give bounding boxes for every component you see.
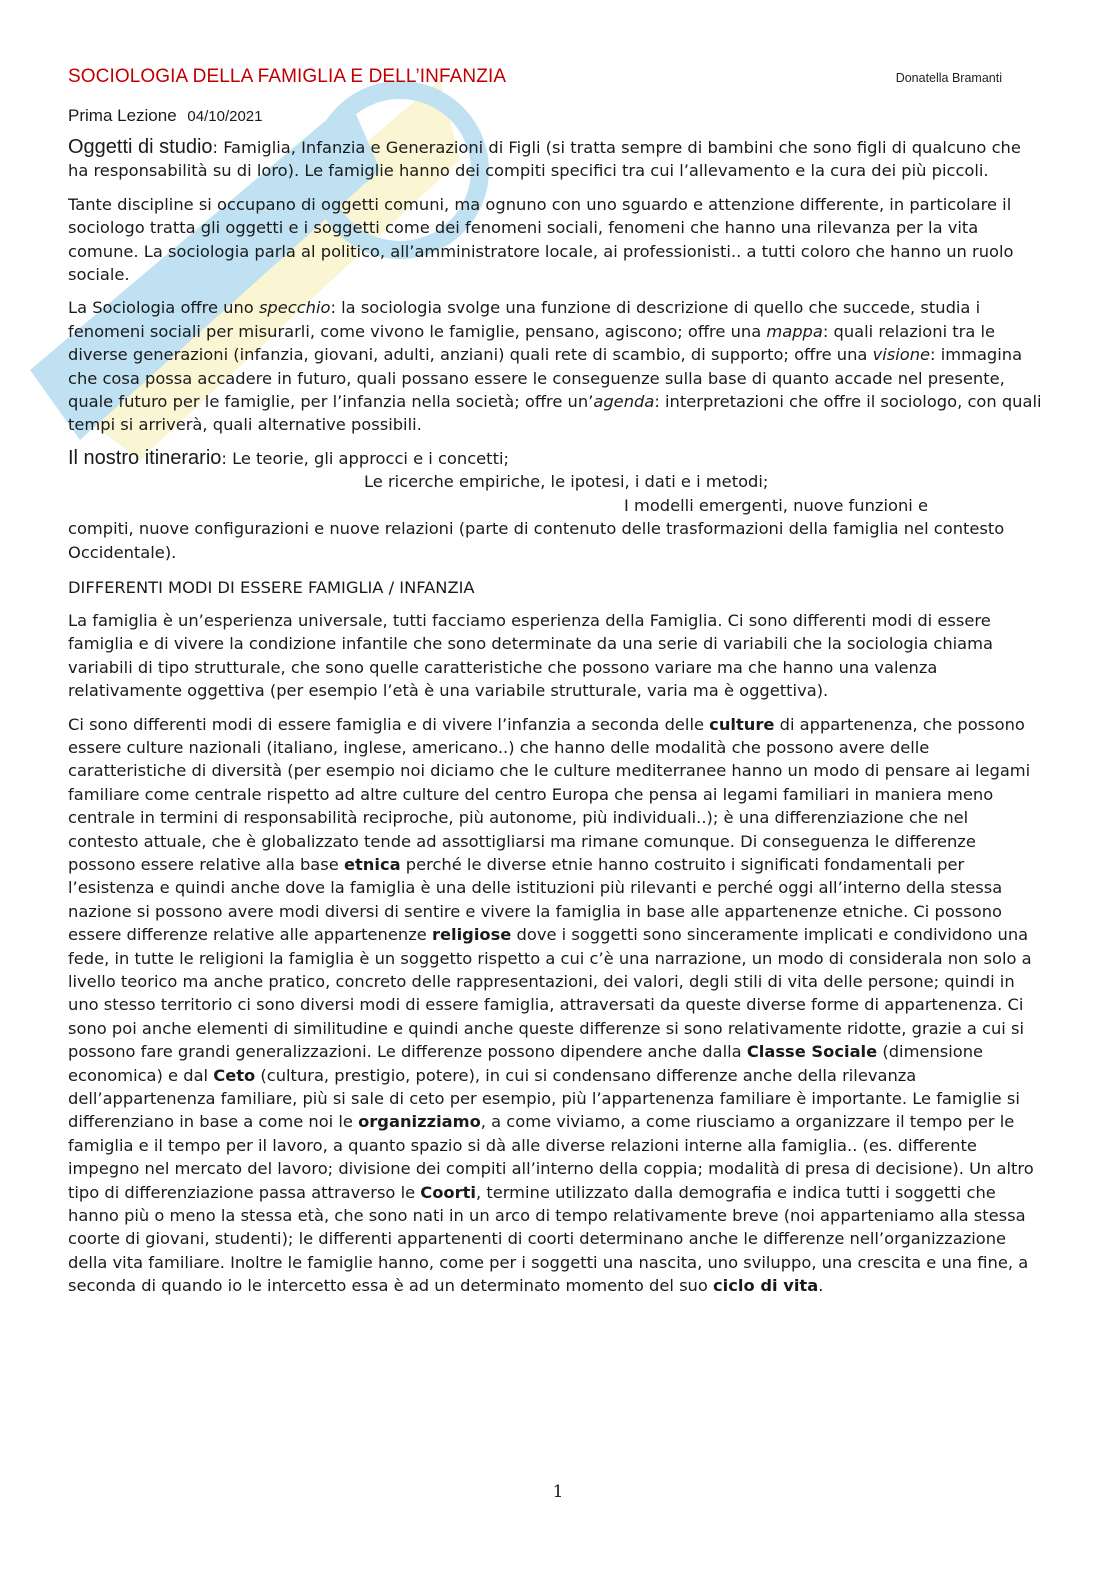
term-ceto: Ceto: [213, 1065, 256, 1085]
text-span: La Sociologia offre uno: [68, 298, 259, 318]
document-page: [68, 66, 1042, 1298]
term-religiose: religiose: [431, 925, 512, 945]
term-mappa: mappa: [766, 321, 823, 341]
text-span: (cultura, prestigio, potere), in cui si condensano differenze anche della rilevanza dell’appartenenza familiare, più si sale di ceto per esempio, più l’appartenenza familiare è importante. Le famiglie si differenziano in base a come noi le: [68, 1065, 1020, 1132]
section-heading: DIFFERENTI MODI DI ESSERE FAMIGLIA / INFANZIA: [68, 577, 475, 597]
term-agenda: agenda: [593, 392, 655, 412]
text-span: : interpretazioni che offre il sociologo, con quali tempi si arriverà, quali alternative possibili.: [68, 392, 1042, 435]
term-organizziamo: organizziamo: [358, 1112, 481, 1132]
author-name: Donatella Bramanti: [895, 71, 1002, 85]
objects-text: : Famiglia, Infanzia e Generazioni di Figli (si tratta sempre di bambini che sono figli di qualcuno che ha responsabilità su di loro). Le famiglie hanno dei compiti specifici tra cui l’allevamento e la cura dei più piccoli.: [68, 138, 1021, 181]
page-number: 1: [552, 1482, 564, 1502]
text-span: di appartenenza, che possono essere culture nazionali (italiano, inglese, americano..) che hanno delle modalità che possono avere delle caratteristiche di diversità (per esempio noi diciamo che le culture mediterranee hanno un modo di pensare ai legami familiare come centrale rispetto ad altre culture del centro Europa che pensa ai legami familiari in maniera meno centrale in termini di responsabilità reciproche, più autonome, più individuali..); è una differenziazione che nel contesto attuale, che è globalizzato tende ad assottigliarsi ma rimane comunque. Di conseguenza le differenze possono essere relative alla base: [68, 714, 1031, 874]
paragraph-objects-of-study: [68, 136, 1042, 183]
itinerary-label: Il nostro itinerario: [68, 446, 222, 469]
text-span: perché le diverse etnie hanno costruito i significati fondamentali per l’esistenza e quindi anche dove la famiglia è una delle istituzioni più rilevanti e perché oggi all’interno della stessa nazione si possono avere modi diversi di sentire e vivere la famiglia in base alle appartenenze etniche. Ci possono essere differenze relative alle appartenenze: [68, 854, 1003, 945]
lesson-label: Prima Lezione: [68, 106, 177, 125]
text-span: .: [818, 1276, 824, 1296]
header-row: [68, 66, 1042, 88]
document-title: SOCIOLOGIA DELLA FAMIGLIA E DELL’INFANZIA: [68, 66, 507, 87]
paragraph-sociology-offers: [68, 296, 1042, 436]
itinerary-line-3: I modelli emergenti, nuove funzioni e: [624, 495, 928, 515]
term-classe-sociale: Classe Sociale: [746, 1042, 878, 1062]
text-span: , a come viviamo, a come riusciamo a organizzare il tempo per le famiglia e il tempo per il lavoro, a quanto spazio si dà alle diverse relazioni interne alla famiglia.. (es. differente impegno nel mercato del lavoro; divisione dei compiti all’interno della coppia; modalità di presa di decisione). Un altro tipo di differenziazione passa attraverso le: [68, 1112, 1034, 1202]
text-span: (dimensione economica) e dal: [68, 1042, 984, 1085]
text-span: dove i soggetti sono sinceramente implicati e condividono una fede, in tutte le religioni la famiglia è un soggetto rispetto a cui c’è una narrazione, un modo di considerala non solo a livello teorico ma anche pratico, concreto delle rappresentazioni, dei valori, degli stili di vita delle persone; quindi in uno stesso territorio ci sono diversi modi di essere famiglia, attraversati da queste diverse forme di appartenenza. Ci sono poi anche elementi di similitudine e quindi anche queste differenze si sono relativamente ridotte, grazie a cui si possono fare grandi generalizzazioni. Le differenze possono dipendere anche dalla: [68, 925, 1032, 1062]
objects-label: Oggetti di studio: [68, 136, 213, 158]
paragraph-differences: [68, 713, 1042, 1298]
paragraph-itinerary: [68, 447, 1042, 470]
text-span: : immagina che cosa possa accadere in futuro, quali possano essere le conseguenze sulla base di quanto accade nel presente, quale futuro per le famiglie, per l’infanzia nella società; offre un’: [68, 345, 1023, 412]
itinerary-line-2: Le ricerche empiriche, le ipotesi, i dati e i metodi;: [364, 472, 769, 492]
itinerary-line-4: compiti, nuove configurazioni e nuove relazioni (parte di contenuto delle trasformazioni della famiglia nel contesto Occidentale).: [68, 519, 1005, 562]
paragraph-disciplines: Tante discipline si occupano di oggetti comuni, ma ognuno con uno sguardo e attenzione differente, in particolare il sociologo tratta gli oggetti e i soggetti come dei fenomeni sociali, fenomeni che hanno una rilevanza per la vita comune. La sociologia parla al politico, all’amministratore locale, ai professionisti.. a tutti coloro che hanno un ruolo sociale.: [68, 194, 1014, 285]
text-span: , termine utilizzato dalla demografia e indica tutti i soggetti che hanno più o meno la stessa età, che sono nati in un arco di tempo relativamente breve (noi apparteniamo alla stessa coorte di giovani, studenti); le differenti appartenenti di coorti determinano anche le differenze nell’organizzazione della vita familiare. Inoltre le famiglie hanno, come per i soggetti una nascita, uno sviluppo, una crescita e una fine, a seconda di quando io le intercetto essa è ad un determinato momento del suo: [68, 1182, 1029, 1296]
term-specchio: specchio: [258, 298, 331, 318]
term-coorti: Coorti: [420, 1182, 477, 1202]
lesson-line: [68, 106, 1042, 126]
text-span: Ci sono differenti modi di essere famiglia e di vivere l’infanzia a seconda delle: [68, 714, 710, 734]
text-span: : quali relazioni tra le diverse generazioni (infanzia, giovani, adulti, anziani) quali rete di scambio, di supporto; offre una: [68, 321, 996, 365]
text-span: : la sociologia svolge una funzione di descrizione di quello che succede, studia i fenomeni sociali per misurarli, come vivono le famiglie, pensano, agiscono; offre una: [68, 298, 981, 341]
lesson-date: 04/10/2021: [187, 108, 263, 125]
term-culture: culture: [709, 714, 775, 734]
term-ciclo-di-vita: ciclo di vita: [713, 1276, 819, 1296]
term-etnica: etnica: [343, 854, 401, 874]
term-visione: visione: [872, 345, 931, 365]
paragraph-universal-experience: La famiglia è un’esperienza universale, tutti facciamo esperienza della Famiglia. Ci sono differenti modi di essere famiglia e di vivere la condizione infantile che sono determinate da una serie di variabili che la sociologia chiama variabili di tipo strutturale, che sono quelle caratteristiche che possono variare ma che hanno una valenza relativamente oggettiva (per esempio l’età è una variabile strutturale, varia ma è oggettiva).: [68, 610, 993, 701]
itinerary-line-1: : Le teorie, gli approcci e i concetti;: [221, 448, 509, 468]
